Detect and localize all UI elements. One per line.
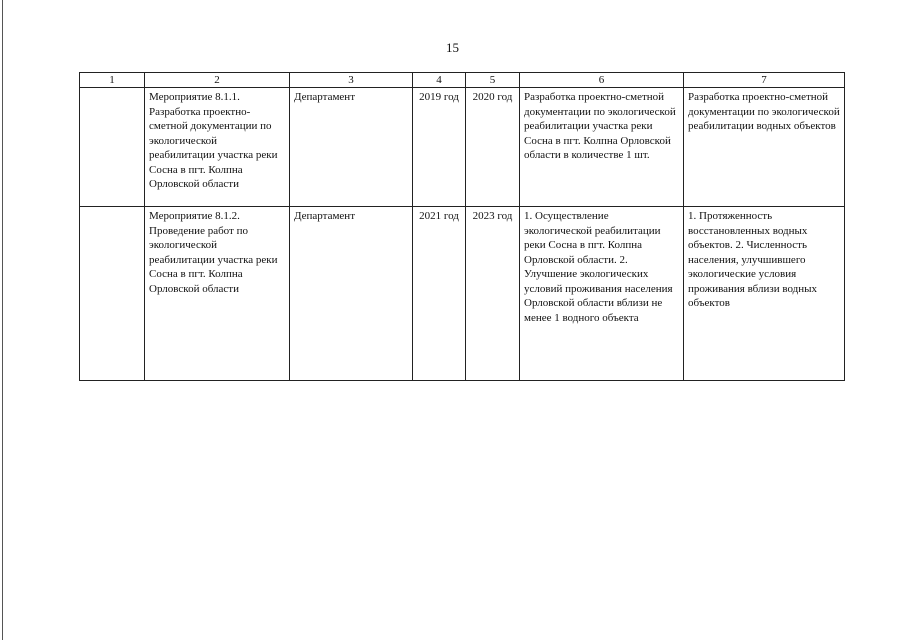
table-header-row	[80, 73, 845, 88]
executor-cell: Департамент	[290, 207, 413, 381]
header-cell-1: 1	[80, 73, 145, 88]
header-cell-6: 6	[520, 73, 684, 88]
executor-cell: Департамент	[290, 88, 413, 207]
table-row	[80, 207, 845, 381]
measure-name-cell: Мероприятие 8.1.1. Разработка проектно-сметной документации по экологической реабилитации участка реки Сосна в пгт. Колпна Орловской области	[145, 88, 290, 207]
page-number: 15	[446, 40, 459, 55]
table-row	[80, 88, 845, 207]
header-cell-5: 5	[466, 73, 520, 88]
indicator-cell: Разработка проектно-сметной документации по экологической реабилитации водных объектов	[684, 88, 845, 207]
start-year-cell: 2019 год	[413, 88, 466, 207]
header-cell-7: 7	[684, 73, 845, 88]
row-number-cell	[80, 88, 145, 207]
indicator-cell: 1. Протяженность восстановленных водных объектов. 2. Численность населения, улучшившего экологические условия проживания вблизи водных объектов	[684, 207, 845, 381]
measure-name-cell: Мероприятие 8.1.2. Проведение работ по экологической реабилитации участка реки Сосна в пгт. Колпна Орловской области	[145, 207, 290, 381]
expected-result-cell: 1. Осуществление экологической реабилитации реки Сосна в пгт. Колпна Орловской области. 2. Улучшение экологических условий проживания населения Орловской области вблизи не менее 1 водного объекта	[520, 207, 684, 381]
end-year-cell: 2023 год	[466, 207, 520, 381]
start-year-cell: 2021 год	[413, 207, 466, 381]
header-cell-2: 2	[145, 73, 290, 88]
header-cell-4: 4	[413, 73, 466, 88]
header-cell-3: 3	[290, 73, 413, 88]
end-year-cell: 2020 год	[466, 88, 520, 207]
row-number-cell	[80, 207, 145, 381]
page-left-edge	[2, 0, 3, 640]
expected-result-cell: Разработка проектно-сметной документации по экологической реабилитации участка реки Сосна в пгт. Колпна Орловской области в количестве 1 шт.	[520, 88, 684, 207]
measures-table	[79, 72, 845, 381]
